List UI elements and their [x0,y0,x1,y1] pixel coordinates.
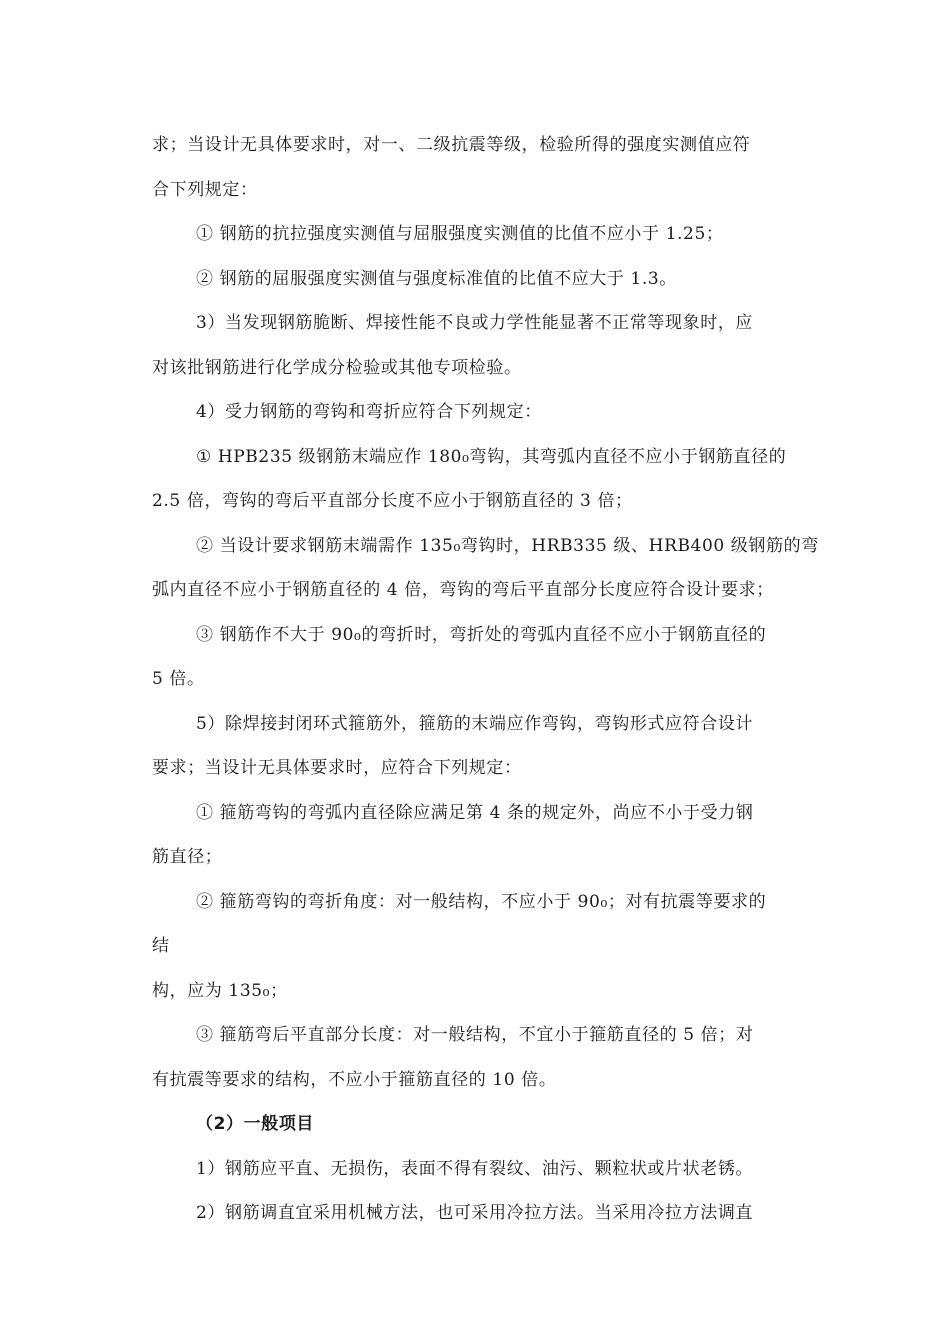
text-line: 4）受力钢筋的弯钩和弯折应符合下列规定： [196,402,542,422]
text-line: 求；当设计无具体要求时，对一、二级抗震等级，检验所得的强度实测值应符 [152,135,751,155]
text-line: 对该批钢筋进行化学成分检验或其他专项检验。 [152,358,522,378]
text-line: 构，应为 135₀； [152,981,288,1001]
section-heading: （2）一般项目 [196,1114,315,1134]
text-line: ① 箍筋弯钩的弯弧内直径除应满足第 4 条的规定外，尚应不小于受力钢 [196,803,754,823]
text-line: 结 [152,936,170,956]
text-line: 2.5 倍，弯钩的弯后平直部分长度不应小于钢筋直径的 3 倍； [152,491,633,511]
text-line: ① HPB235 级钢筋末端应作 180₀弯钩，其弯弧内直径不应小于钢筋直径的 [196,447,787,467]
text-line: 筋直径； [152,847,223,867]
text-line: ② 当设计要求钢筋末端需作 135₀弯钩时，HRB335 级、HRB400 级钢筋的弯 [196,536,819,556]
text-line: 要求；当设计无具体要求时，应符合下列规定： [152,758,522,778]
text-line: 弧内直径不应小于钢筋直径的 4 倍，弯钩的弯后平直部分长度应符合设计要求； [152,580,774,600]
text-line: ③ 箍筋弯后平直部分长度：对一般结构，不宜小于箍筋直径的 5 倍；对 [196,1025,754,1045]
text-line: ② 箍筋弯钩的弯折角度：对一般结构，不应小于 90₀；对有抗震等要求的 [196,892,767,912]
text-line: 合下列规定： [152,180,258,200]
text-line: ③ 钢筋作不大于 90₀的弯折时，弯折处的弯弧内直径不应小于钢筋直径的 [196,625,767,645]
text-line: ② 钢筋的屈服强度实测值与强度标准值的比值不应大于 1.3。 [196,269,677,289]
text-line: ① 钢筋的抗拉强度实测值与屈服强度实测值的比值不应小于 1.25； [196,224,724,244]
text-line: 有抗震等要求的结构，不应小于箍筋直径的 10 倍。 [152,1070,557,1090]
text-line: 3）当发现钢筋脆断、焊接性能不良或力学性能显著不正常等现象时，应 [196,313,754,333]
text-line: 2）钢筋调直宜采用机械方法，也可采用冷拉方法。当采用冷拉方法调直 [196,1203,754,1223]
text-line: 5 倍。 [152,669,205,689]
text-line: 5）除焊接封闭环式箍筋外，箍筋的末端应作弯钩，弯钩形式应符合设计 [196,714,754,734]
text-line: 1）钢筋应平直、无损伤，表面不得有裂纹、油污、颗粒状或片状老锈。 [196,1159,754,1179]
